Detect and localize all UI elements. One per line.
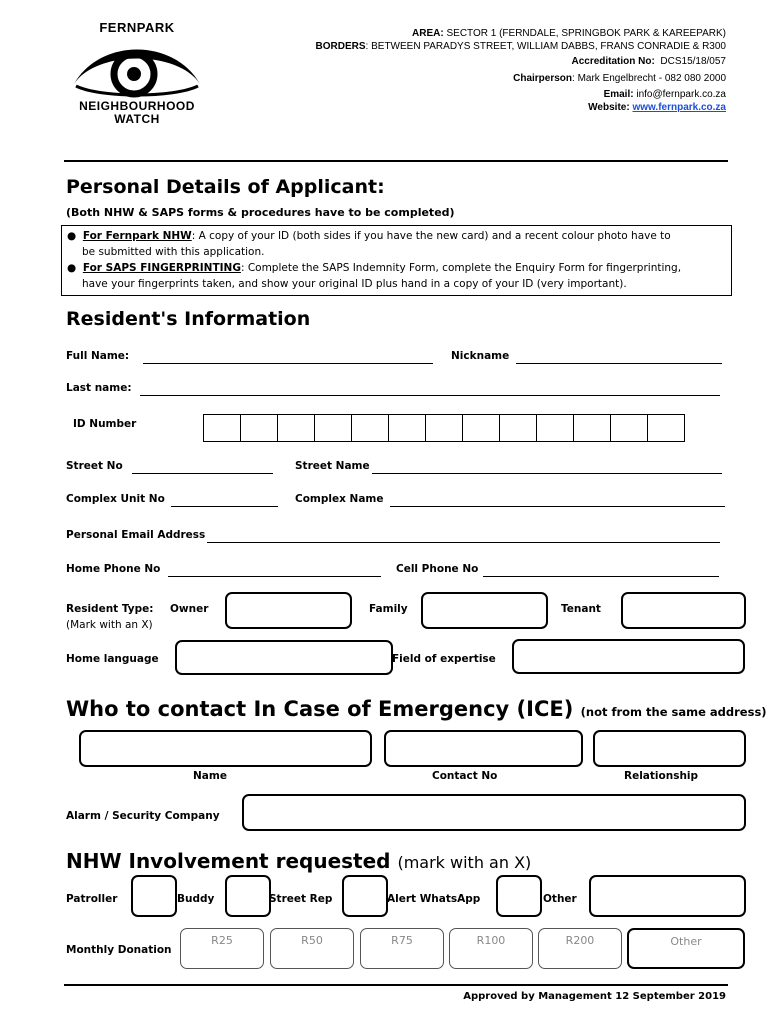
logo-bottom-text-1: NEIGHBOURHOOD: [79, 99, 195, 113]
website-label: Website:: [588, 102, 630, 113]
mark-with-x-note: (Mark with an X): [66, 619, 153, 631]
email-label: Email:: [603, 89, 634, 100]
borders-value: : BETWEEN PARADYS STREET, WILLIAM DABBS, FRANS CONRADIE & R300: [365, 41, 726, 52]
last-name-field[interactable]: [140, 395, 720, 396]
website-link[interactable]: www.fernpark.co.za: [632, 102, 726, 113]
street-name-field[interactable]: [372, 473, 722, 474]
saps-fingerprinting-label: For SAPS FINGERPRINTING: [82, 262, 241, 274]
nhw-title: [66, 849, 531, 873]
buddy-label: Buddy: [177, 893, 215, 905]
area-value: SECTOR 1 (FERNDALE, SPRINGBOK PARK & KAREEPARK): [446, 28, 726, 39]
chairperson-value: : Mark Engelbrecht - 082 080 2000: [572, 73, 726, 84]
ice-contact-field[interactable]: [384, 730, 583, 767]
donation-r50-option[interactable]: R50: [270, 928, 354, 969]
instructions-box: [61, 225, 732, 296]
monthly-donation-label: Monthly Donation: [66, 944, 172, 956]
owner-label: Owner: [170, 603, 209, 615]
saps-text-2: have your fingerprints taken, and show your original ID plus hand in a copy of your ID (very important).: [82, 278, 627, 290]
donation-r200-option[interactable]: R200: [538, 928, 622, 969]
email-value: info@fernpark.co.za: [636, 89, 726, 100]
area-label: AREA:: [412, 28, 444, 39]
saps-text: : Complete the SAPS Indemnity Form, complete the Enquiry Form for fingerprinting,: [240, 262, 682, 274]
full-name-field[interactable]: [143, 363, 433, 364]
donation-r100-option[interactable]: R100: [449, 928, 533, 969]
home-language-field[interactable]: [175, 640, 393, 675]
nickname-label: Nickname: [451, 350, 510, 362]
personal-details-title: Personal Details of Applicant:: [66, 176, 385, 198]
personal-details-subtitle: (Both NHW & SAPS forms & procedures have to be completed): [66, 206, 455, 219]
email-address-field[interactable]: [207, 542, 720, 543]
other-label: Other: [543, 893, 577, 905]
donation-r25-option[interactable]: R25: [180, 928, 264, 969]
ice-note: (not from the same address): [580, 705, 767, 719]
approval-note: Approved by Management 12 September 2019: [463, 991, 726, 1002]
family-checkbox[interactable]: [421, 592, 548, 629]
donation-r75-option[interactable]: R75: [360, 928, 444, 969]
alarm-company-label: Alarm / Security Company: [66, 810, 220, 822]
borders-line: [316, 41, 726, 53]
borders-label: BORDERS: [315, 41, 366, 52]
home-language-label: Home language: [66, 653, 159, 665]
ice-title: [66, 697, 767, 721]
logo-top-text: FERNPARK: [99, 20, 175, 35]
field-expertise-field[interactable]: [512, 639, 745, 674]
ice-name-label: Name: [193, 770, 227, 782]
accreditation-label: Accreditation No:: [571, 56, 655, 67]
ice-relationship-field[interactable]: [593, 730, 746, 767]
email-address-label: Personal Email Address: [66, 529, 206, 541]
bullet-saps: ● For SAPS FINGERPRINTING: Complete the SAPS Indemnity Form, complete the Enquiry Form for fingerprinting,: [67, 262, 682, 274]
header-divider: [64, 160, 728, 162]
complex-unit-label: Complex Unit No: [66, 493, 165, 505]
complex-name-field[interactable]: [390, 506, 725, 507]
bullet-fernpark: ● For Fernpark NHW: A copy of your ID (both sides if you have the new card) and a recent colour photo have to: [67, 230, 671, 242]
accreditation-value: DCS15/18/057: [660, 56, 726, 67]
nickname-field[interactable]: [516, 363, 722, 364]
donation-other-option[interactable]: Other: [627, 928, 745, 969]
footer-divider: [64, 984, 728, 986]
complex-unit-field[interactable]: [171, 506, 278, 507]
ice-title-text: Who to contact In Case of Emergency (ICE): [66, 697, 574, 721]
tenant-label: Tenant: [561, 603, 601, 615]
nhw-title-text: NHW Involvement requested: [66, 849, 391, 873]
resident-type-label: Resident Type:: [66, 603, 154, 615]
full-name-label: Full Name:: [66, 350, 130, 362]
accreditation-line: [571, 56, 726, 68]
alert-whatsapp-label: Alert WhatsApp: [387, 893, 481, 905]
ice-relationship-label: Relationship: [624, 770, 699, 782]
owner-checkbox[interactable]: [225, 592, 352, 629]
website-line: [588, 102, 726, 114]
complex-name-label: Complex Name: [295, 493, 384, 505]
tenant-checkbox[interactable]: [621, 592, 746, 629]
street-rep-label: Street Rep: [269, 893, 333, 905]
street-no-label: Street No: [66, 460, 123, 472]
ice-contact-label: Contact No: [432, 770, 498, 782]
ice-name-field[interactable]: [79, 730, 372, 767]
nhw-note: (mark with an X): [397, 853, 532, 872]
patroller-label: Patroller: [66, 893, 118, 905]
street-name-label: Street Name: [295, 460, 370, 472]
cell-phone-field[interactable]: [483, 576, 719, 577]
email-line: [604, 89, 726, 101]
street-rep-checkbox[interactable]: [342, 875, 388, 917]
alert-whatsapp-checkbox[interactable]: [496, 875, 542, 917]
home-phone-label: Home Phone No: [66, 563, 161, 575]
cell-phone-label: Cell Phone No: [396, 563, 479, 575]
field-expertise-label: Field of expertise: [392, 653, 496, 665]
fernpark-nhw-label: For Fernpark NHW: [82, 230, 192, 242]
alarm-company-field[interactable]: [242, 794, 746, 831]
eye-logo-icon: [70, 40, 204, 98]
last-name-label: Last name:: [66, 382, 132, 394]
chairperson-label: Chairperson: [513, 73, 573, 84]
street-no-field[interactable]: [132, 473, 273, 474]
id-number-label: ID Number: [73, 418, 137, 430]
area-line: [412, 28, 726, 40]
fernpark-nhw-text-2: be submitted with this application.: [82, 246, 265, 258]
id-number-grid[interactable]: [203, 414, 685, 442]
buddy-checkbox[interactable]: [225, 875, 271, 917]
home-phone-field[interactable]: [168, 576, 381, 577]
other-field[interactable]: [589, 875, 746, 917]
patroller-checkbox[interactable]: [131, 875, 177, 917]
chairperson-line: [513, 73, 726, 85]
logo-bottom-text-2: WATCH: [114, 112, 160, 126]
family-label: Family: [369, 603, 408, 615]
fernpark-nhw-text: : A copy of your ID (both sides if you have the new card) and a recent colour photo have to: [191, 230, 671, 242]
resident-info-title: Resident's Information: [66, 308, 311, 330]
